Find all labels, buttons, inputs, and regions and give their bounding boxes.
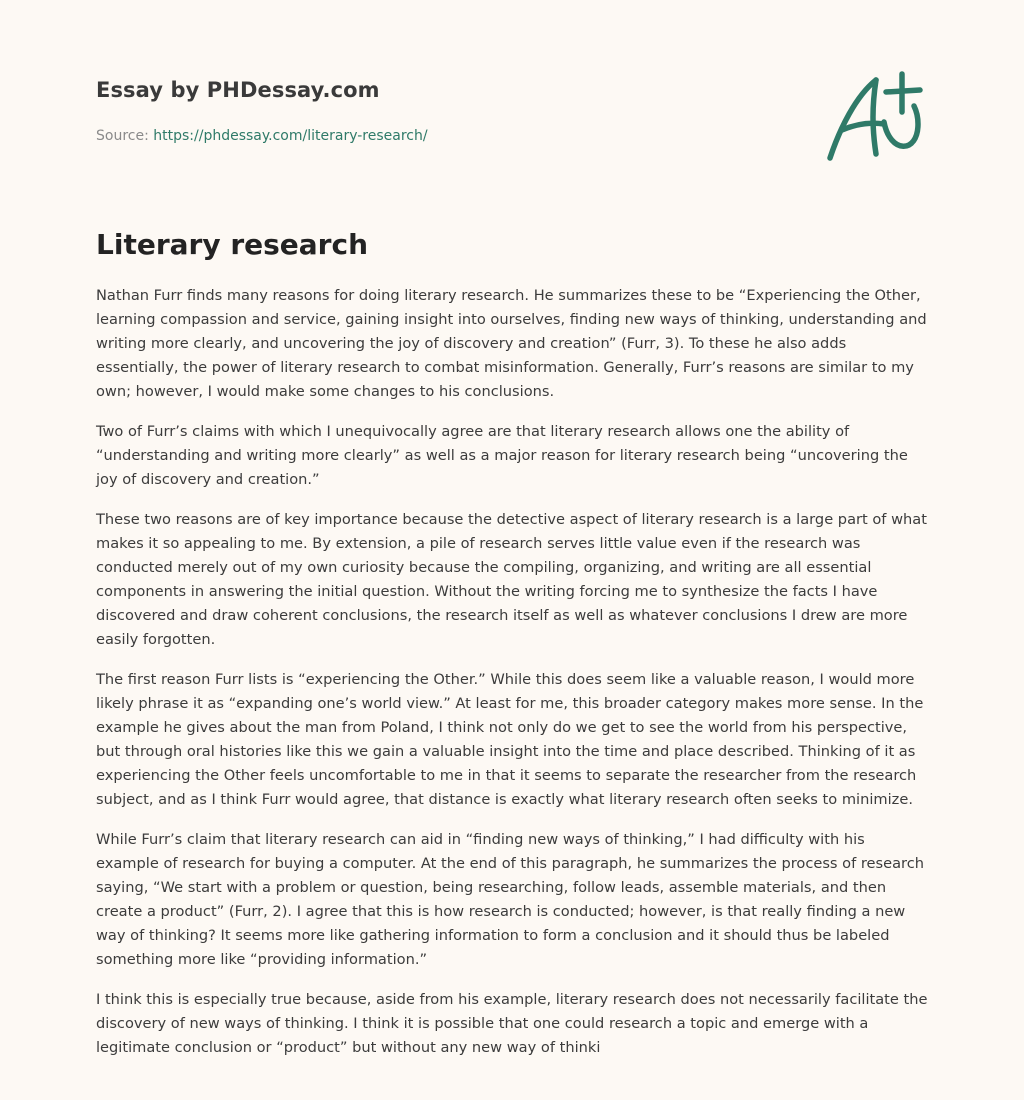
a-plus-grade-icon bbox=[820, 66, 930, 166]
essay-body bbox=[96, 284, 928, 1076]
source-link[interactable]: https://phdessay.com/literary-research/ bbox=[153, 128, 428, 144]
source-label: Source: bbox=[96, 128, 154, 144]
site-brand: Essay by PHDessay.com bbox=[96, 78, 380, 102]
essay-paragraph: The first reason Furr lists is “experiencing the Other.” While this does seem like a valuable reason, I would more likely phrase it as “expanding one’s world view.” At least for me, this broader category makes more sense. In the example he gives about the man from Poland, I think not only do we get to see the world from his perspective, but through oral histories like this we gain a valuable insight into the time and place described. Thinking of it as experiencing the Other feels uncomfortable to me in that it seems to separate the researcher from the research subject, and as I think Furr would agree, that distance is exactly what literary research often seeks to minimize. bbox=[96, 671, 924, 808]
page-header bbox=[96, 76, 696, 146]
essay-paragraph: Nathan Furr finds many reasons for doing literary research. He summarizes these to be “Experiencing the Other, learning compassion and service, gaining insight into ourselves, finding new ways of thinking, understanding and writing more clearly, and uncovering the joy of discovery and creation” (Furr, 3). To these he also adds essentially, the power of literary research to combat misinformation. Generally, Furr’s reasons are similar to my own; however, I would make some changes to his conclusions. bbox=[96, 287, 927, 400]
essay-paragraph: These two reasons are of key importance because the detective aspect of literary research is a large part of what makes it so appealing to me. By extension, a pile of research serves little value even if the research was conducted merely out of my own curiosity because the compiling, organizing, and writing are all essential components in answering the initial question. Without the writing forcing me to synthesize the facts I have discovered and draw coherent conclusions, the research itself as well as whatever conclusions I drew are more easily forgotten. bbox=[96, 511, 927, 648]
essay-title: Literary research bbox=[96, 228, 369, 261]
essay-paragraph: Two of Furr’s claims with which I unequivocally agree are that literary research allows one the ability of “understanding and writing more clearly” as well as a major reason for literary research being “uncovering the joy of discovery and creation.” bbox=[96, 423, 908, 488]
essay-paragraph: I think this is especially true because, aside from his example, literary research does not necessarily facilitate the discovery of new ways of thinking. I think it is possible that one could research a topic and emerge with a legitimate conclusion or “product” but without any new way of thinki bbox=[96, 991, 928, 1056]
essay-paragraph: While Furr’s claim that literary research can aid in “finding new ways of thinking,” I had difficulty with his example of research for buying a computer. At the end of this paragraph, he summarizes the process of research saying, “We start with a problem or question, being researching, follow leads, assemble materials, and then create a product” (Furr, 2). I agree that this is how research is conducted; however, is that really finding a new way of thinking? It seems more like gathering information to form a conclusion and it should thus be labeled something more like “providing information.” bbox=[96, 831, 925, 968]
source-line bbox=[96, 126, 696, 146]
